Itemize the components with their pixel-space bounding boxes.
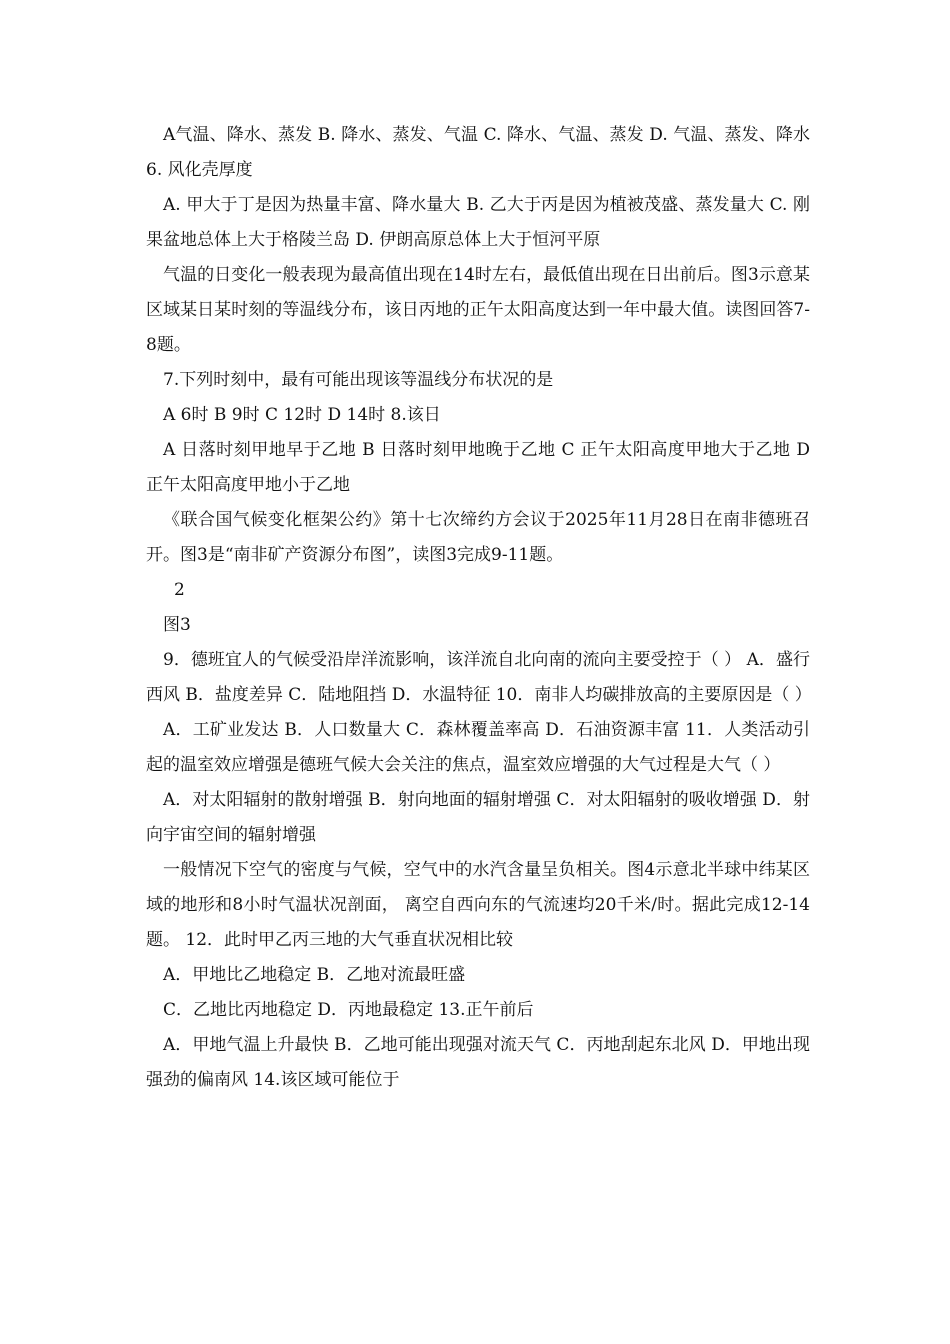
paragraph-q7-options: A 6时 B 9时 C 12时 D 14时 8.该日 — [163, 405, 441, 425]
figure-caption: 图3 — [163, 615, 191, 635]
paragraph-q12-options-ab: A．甲地比乙地稳定 B．乙地对流最旺盛 — [163, 965, 466, 985]
paragraph-q7-stem: 7.下列时刻中，最有可能出现该等温线分布状况的是 — [163, 370, 554, 390]
paragraph-durban-intro: 《联合国气候变化框架公约》第十七次缔约方会议于2025年11月28日在南非德班召开。图3是“南非矿产资源分布图”，读图3完成9-11题。 — [146, 510, 810, 565]
paragraph-q12-options-cd: C．乙地比丙地稳定 D．丙地最稳定 13.正午前后 — [163, 1000, 534, 1020]
paragraph-q13-options: A．甲地气温上升最快 B．乙地可能出现强对流天气 C．丙地刮起东北风 D．甲地出现强劲的偏南风 14.该区域可能位于 — [146, 1035, 810, 1090]
paragraph-density-intro: 一般情况下空气的密度与气候，空气中的水汽含量呈负相关。图4示意北半球中纬某区域的地形和8小时气温状况剖面， 离空自西向东的气流速均20千米/时。据此完成12-14题。 12．此时甲乙丙三地的大气垂直状况相比较 — [146, 860, 810, 950]
paragraph-q11-options: A．对太阳辐射的散射增强 B．射向地面的辐射增强 C．对太阳辐射的吸收增强 D．射向宇宙空间的辐射增强 — [146, 790, 810, 845]
paragraph-q5-options: A气温、降水、蒸发 B. 降水、蒸发、气温 C. 降水、气温、蒸发 D. 气温、蒸发、降水 6. 风化壳厚度 — [146, 125, 810, 180]
paragraph-q6-options: A. 甲大于丁是因为热量丰富、降水量大 B. 乙大于丙是因为植被茂盛、蒸发量大 C. 刚果盆地总体上大于格陵兰岛 D. 伊朗高原总体上大于恒河平原 — [146, 195, 810, 250]
document-page — [146, 118, 810, 1098]
paragraph-temperature-intro: 气温的日变化一般表现为最高值出现在14时左右，最低值出现在日出前后。图3示意某区域某日某时刻的等温线分布，该日丙地的正午太阳高度达到一年中最大值。读图回答7-8题。 — [146, 265, 810, 355]
paragraph-q10-q11: A．工矿业发达 B．人口数量大 C．森林覆盖率高 D．石油资源丰富 11．人类活动引起的温室效应增强是德班气候大会关注的焦点，温室效应增强的大气过程是大气（ ） — [146, 720, 810, 775]
paragraph-q9-q10: 9．德班宜人的气候受沿岸洋流影响，该洋流自北向南的流向主要受控于（ ） A．盛行西风 B．盐度差异 C．陆地阻挡 D．水温特征 10．南非人均碳排放高的主要原因是（ ） — [146, 650, 812, 705]
paragraph-q8-options: A 日落时刻甲地早于乙地 B 日落时刻甲地晚于乙地 C 正午太阳高度甲地大于乙地 D 正午太阳高度甲地小于乙地 — [146, 440, 810, 495]
figure-placeholder-number: 2 — [174, 580, 185, 600]
